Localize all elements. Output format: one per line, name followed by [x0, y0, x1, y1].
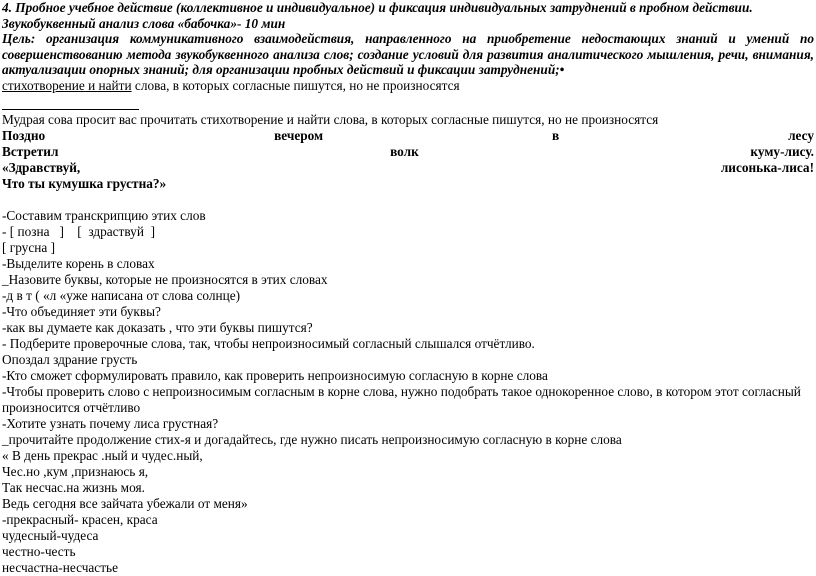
poem-word: Поздно	[2, 127, 46, 143]
text-line: -Что объединяет эти буквы?	[2, 303, 161, 319]
poem-word: в	[551, 127, 560, 143]
text-line: -прекрасный- красен, краса	[2, 511, 158, 527]
text-line: Ведь сегодня все зайчата убежали от меня»	[2, 495, 248, 511]
poem-word: волк	[390, 143, 419, 159]
poem-word: «Здравствуй,	[2, 159, 81, 175]
text-line: чудесный-чудеса	[2, 527, 99, 543]
text-line: - [ позна ] [ здраствуй ]	[2, 223, 156, 239]
text-line: -Составим транскрипцию этих слов	[2, 207, 206, 223]
text-line: Чес.но ,кум ,признаюсь я,	[2, 463, 149, 479]
heading-line-2: Звукобуквенный анализ слова «бабочка»- 10 мин	[2, 15, 286, 31]
intro-rest: слова, в которых согласные пишутся, но не произносятся	[131, 77, 460, 93]
task-line: Мудрая сова просит вас прочитать стихотворение и найти слова, в которых согласные пишутся, но не произносятся	[2, 111, 659, 127]
text-line: честно-честь	[2, 543, 76, 559]
text-line: -Выделите корень в словах	[2, 255, 155, 271]
text-line: - Подберите проверочные слова, так, чтобы непроизносимый согласный слышался отчётливо.	[2, 335, 535, 351]
text-line: Так несчас.на жизнь моя.	[2, 479, 145, 495]
text-line: -д в т ( «л «уже написана от слова солнце)	[2, 287, 241, 303]
poem-row-4: Что ты кумушка грустна?»	[2, 175, 167, 191]
spacer	[2, 192, 814, 208]
intro-line	[2, 78, 814, 94]
section-heading	[2, 0, 814, 78]
poem-row-3	[2, 160, 814, 176]
text-line: -Кто сможет сформулировать правило, как проверить непроизносимую согласную в корне слова	[2, 367, 548, 383]
text-line: [ грусна ]	[2, 239, 55, 255]
poem-word: куму-лису.	[750, 143, 814, 159]
poem-word: лесу	[788, 127, 814, 143]
poem-row-1	[2, 128, 814, 144]
bullet-icon: •	[559, 62, 565, 77]
heading-goal: Цель: организация коммуникативного взаимодействия, направленного на приобретение недостающих знаний и умений по совершенствованию метода звукобуквенного анализа слов; создание условий для развития аналитического мышления, речи, внимания, актуализации опорных знаний; для организации пробных действий и фиксации затруднений;	[2, 31, 814, 77]
poem-word: лисонька-лиса!	[720, 159, 814, 175]
poem-word: Встретил	[2, 143, 59, 159]
poem-word: вечером	[274, 127, 324, 143]
intro-underlined: стихотворение и найти	[2, 77, 132, 93]
divider	[2, 109, 139, 110]
poem-row-2	[2, 144, 814, 160]
text-line: несчастна-несчастье	[2, 559, 118, 575]
text-line: -Чтобы проверить слово с непроизносимым согласным в корне слова, нужно подобрать такое однокоренное слово, в котором этот согласный произносится отчётливо	[2, 383, 801, 415]
text-line: -Хотите узнать почему лиса грустная?	[2, 415, 219, 431]
text-line: _Назовите буквы, которые не произносятся в этих словах	[2, 271, 328, 287]
heading-line-1: 4. Пробное учебное действие (коллективное и индивидуальное) и фиксация индивидуальных затруднений в пробном действии.	[2, 0, 753, 15]
text-line: -как вы думаете как доказать , что эти буквы пишутся?	[2, 319, 313, 335]
text-line: « В день прекрас .ный и чудес.ный,	[2, 447, 203, 463]
text-line: _прочитайте продолжение стих-я и догадайтесь, где нужно писать непроизносимую согласную в корне слова	[2, 431, 622, 447]
text-line: Опоздал здрание грусть	[2, 351, 138, 367]
